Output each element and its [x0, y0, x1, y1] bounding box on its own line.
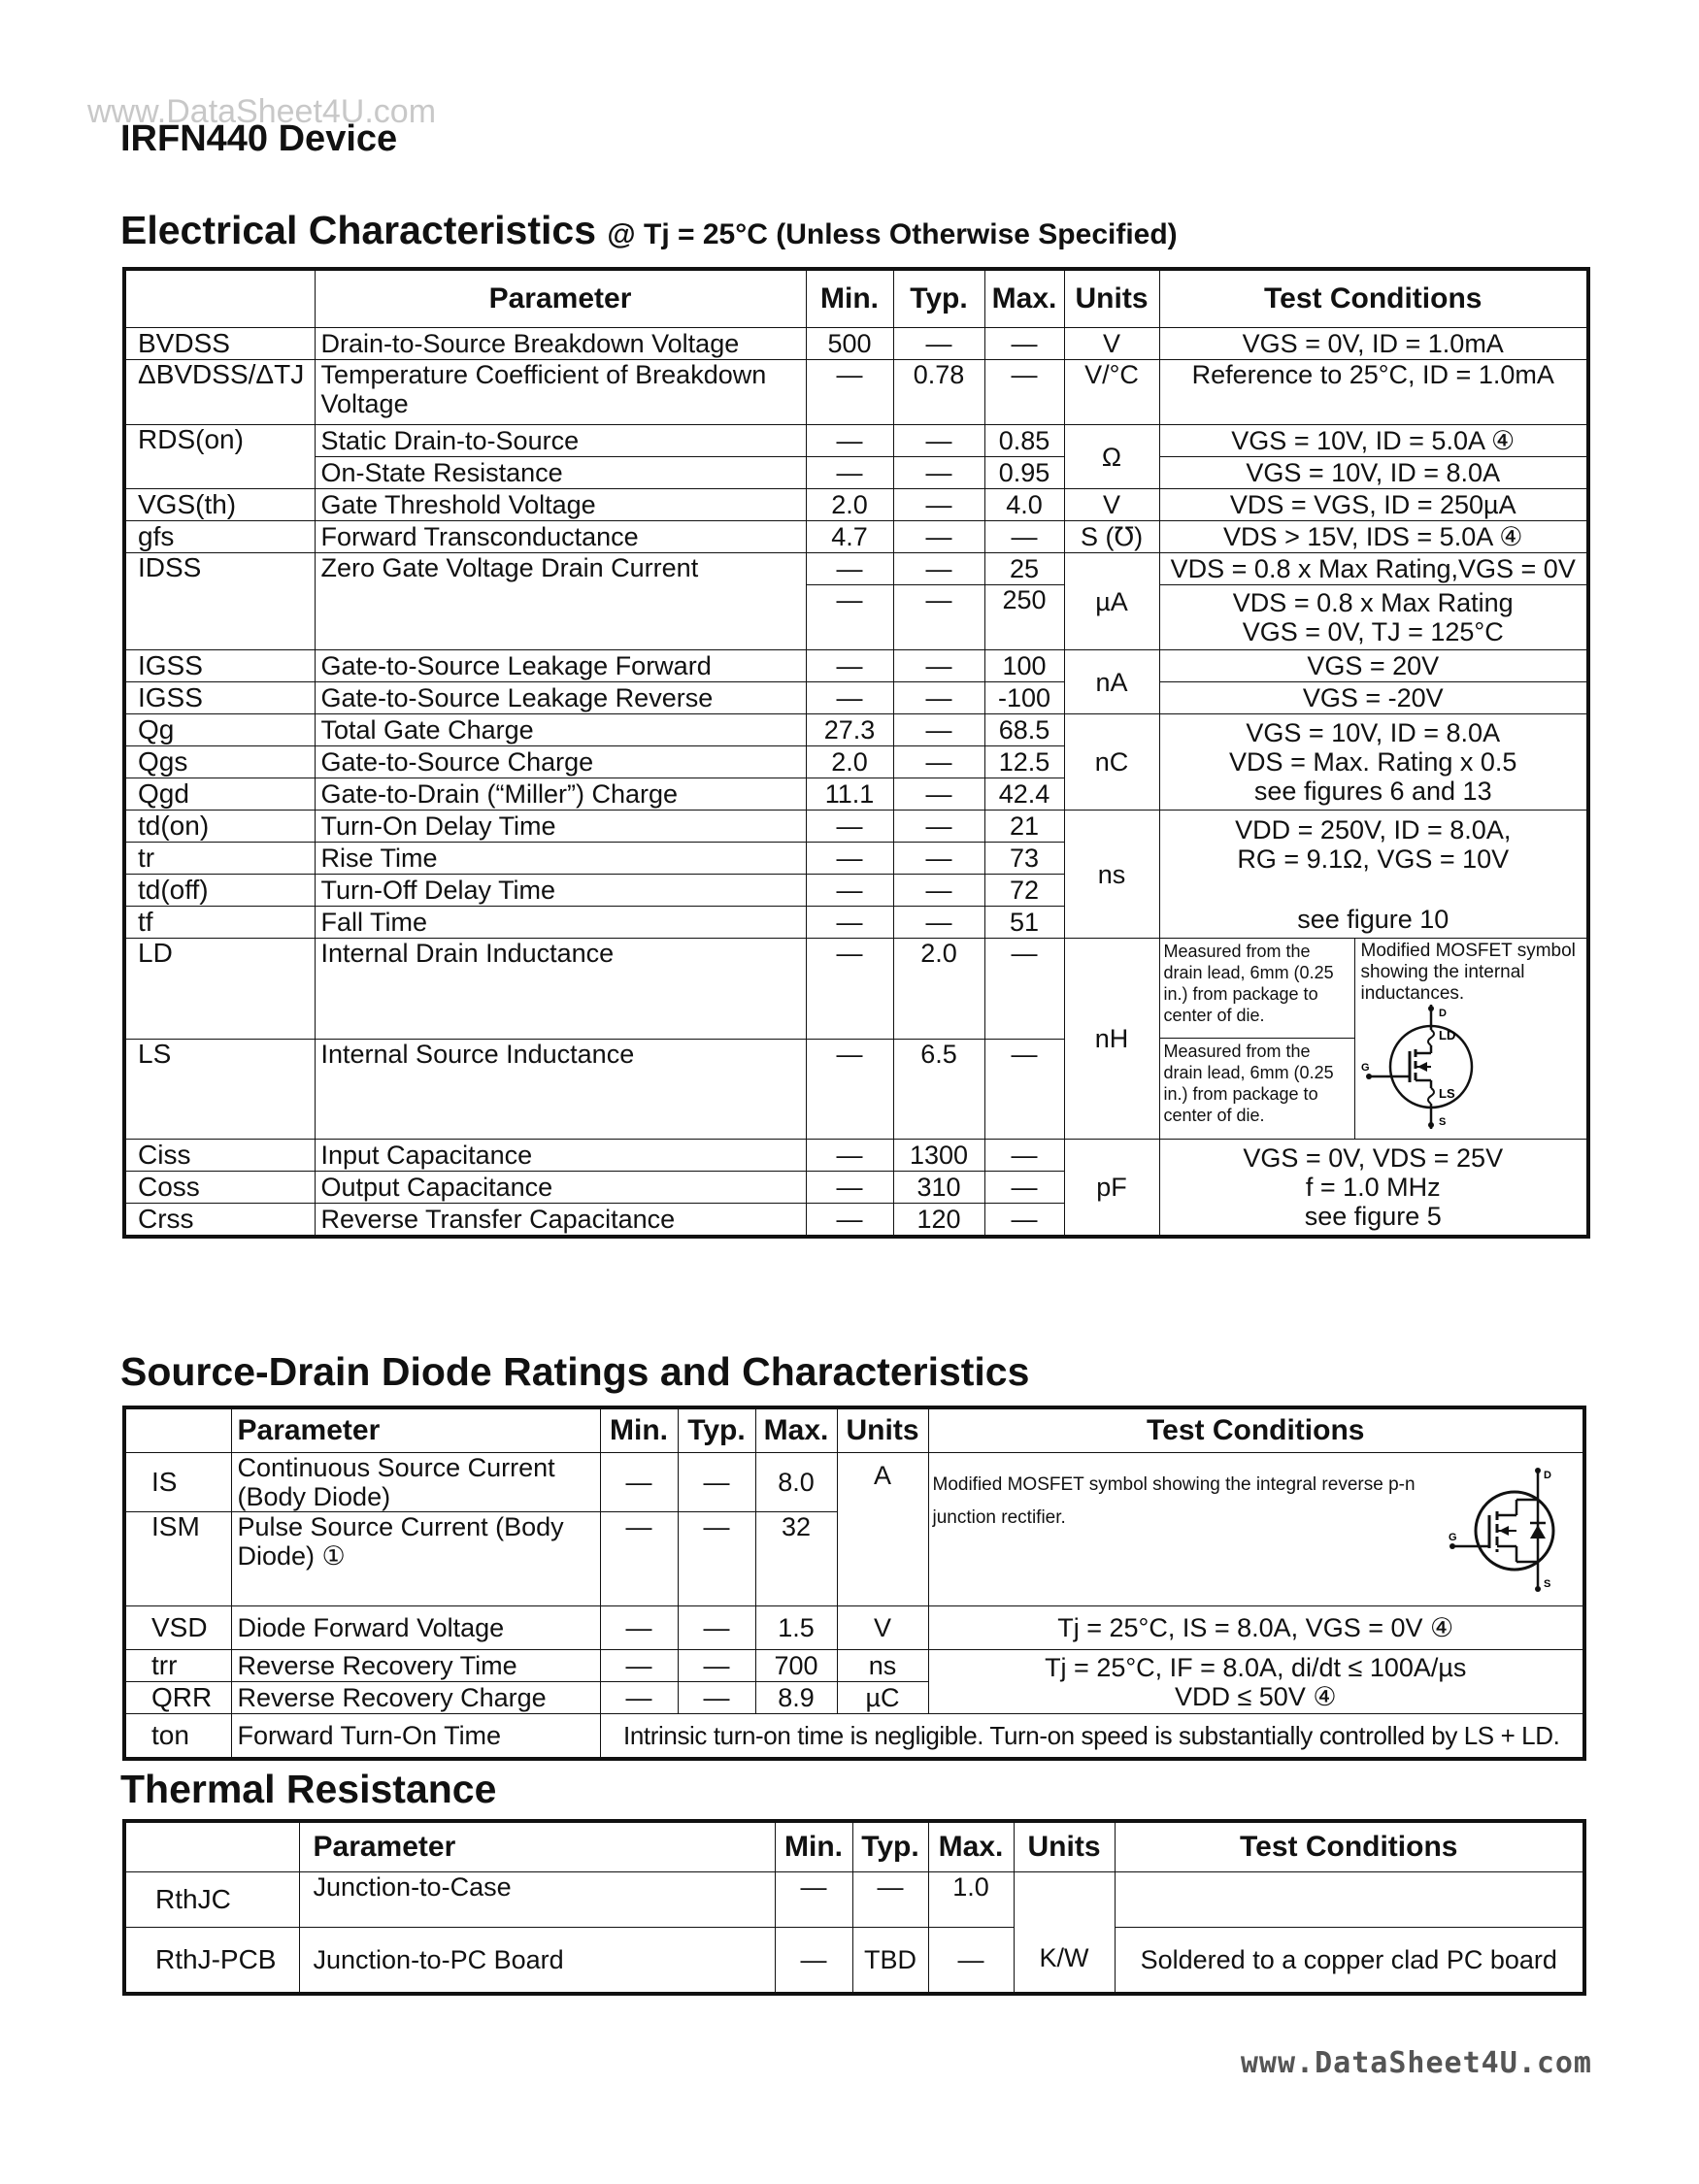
parameter: Gate-to-Drain (“Miller”) Charge	[315, 778, 806, 811]
min: —	[806, 585, 893, 650]
header-max: Max.	[984, 269, 1064, 328]
typ: —	[893, 585, 984, 650]
symbol: gfs	[124, 521, 315, 553]
symbol: IGSS	[124, 682, 315, 714]
typ: 1300	[893, 1140, 984, 1172]
parameter: Reverse Transfer Capacitance	[315, 1204, 806, 1238]
device-title: IRFN440 Device	[120, 118, 398, 159]
symbol: td(off)	[124, 875, 315, 907]
gate-label: G	[1360, 1062, 1370, 1074]
inductance-notes-left	[1160, 939, 1355, 1139]
electrical-table	[122, 267, 1590, 1239]
min: —	[806, 650, 893, 682]
typ: TBD	[852, 1928, 928, 1995]
typ: —	[893, 521, 984, 553]
table-row	[124, 1606, 1584, 1650]
symbol: LD	[124, 939, 315, 1040]
max: 25	[984, 553, 1064, 585]
typ: —	[893, 425, 984, 457]
test-condition-line: VGS = 0V, TJ = 125°C	[1242, 617, 1504, 646]
parameter: Drain-to-Source Breakdown Voltage	[315, 328, 806, 360]
typ: 310	[893, 1172, 984, 1204]
table-row	[124, 682, 1588, 714]
min: —	[600, 1512, 678, 1606]
symbol: RthJC	[124, 1872, 299, 1928]
table-row	[124, 939, 1588, 1040]
turn-on-note: Intrinsic turn-on time is negligible. Turn-on speed is substantially controlled by LS + LD.	[600, 1714, 1584, 1760]
source-label: S	[1438, 1116, 1446, 1128]
units: Ω	[1064, 425, 1159, 489]
test-condition: Soldered to a copper clad PC board	[1115, 1928, 1584, 1995]
table-header	[124, 1821, 1584, 1872]
gate-label: G	[1449, 1531, 1457, 1543]
typ: —	[678, 1682, 755, 1714]
test-condition	[928, 1650, 1584, 1714]
max: 0.95	[984, 457, 1064, 489]
parameter: Junction-to-Case	[299, 1872, 775, 1928]
test-condition	[1159, 811, 1588, 939]
symbol: RDS(on)	[124, 425, 315, 489]
parameter: Internal Drain Inductance	[315, 939, 806, 1040]
typ: —	[893, 457, 984, 489]
symbol: IGSS	[124, 650, 315, 682]
max: 100	[984, 650, 1064, 682]
parameter: Junction-to-PC Board	[299, 1928, 775, 1995]
typ: —	[893, 907, 984, 939]
test-condition: Tj = 25°C, IS = 8.0A, VGS = 0V ④	[928, 1606, 1584, 1650]
min: —	[806, 939, 893, 1040]
ld-label: LD	[1438, 1028, 1455, 1042]
test-condition-line: VDD ≤ 50V ④	[1174, 1681, 1337, 1711]
test-condition-line: see figure 5	[1304, 1202, 1442, 1231]
table-row	[124, 1928, 1584, 1995]
test-condition-line: VGS = 10V, ID = 8.0A	[1246, 718, 1501, 747]
typ: —	[678, 1512, 755, 1606]
electrical-subtitle: @ Tj = 25°C (Unless Otherwise Specified)	[607, 218, 1178, 250]
table-row	[124, 1453, 1584, 1512]
header-min: Min.	[600, 1407, 678, 1453]
header-parameter: Parameter	[315, 269, 806, 328]
test-condition: VDS = VGS, ID = 250µA	[1159, 489, 1588, 521]
symbol: trr	[124, 1650, 231, 1682]
min: 2.0	[806, 489, 893, 521]
header-min: Min.	[806, 269, 893, 328]
symbol: Crss	[124, 1204, 315, 1238]
typ: 6.5	[893, 1039, 984, 1140]
ls-label: LS	[1438, 1086, 1455, 1101]
min: 4.7	[806, 521, 893, 553]
min: —	[806, 1039, 893, 1140]
parameter: Zero Gate Voltage Drain Current	[315, 553, 806, 650]
min: —	[806, 360, 893, 425]
test-condition: Reference to 25°C, ID = 1.0mA	[1159, 360, 1588, 425]
typ: —	[893, 714, 984, 746]
parameter: Gate-to-Source Charge	[315, 746, 806, 778]
symbol: ton	[124, 1714, 231, 1760]
table-header	[124, 269, 1588, 328]
typ: —	[893, 746, 984, 778]
typ: —	[893, 328, 984, 360]
drain-inductance-note: Measured from the drain lead, 6mm (0.25 in.) from package to center of die.	[1160, 939, 1354, 1039]
parameter: Continuous Source Current (Body Diode)	[231, 1453, 600, 1512]
parameter: Forward Transconductance	[315, 521, 806, 553]
diode-note-text: Modified MOSFET symbol showing the integral reverse p-n junction rectifier.	[932, 1473, 1416, 1528]
typ: —	[893, 778, 984, 811]
test-condition: VDS > 15V, IDS = 5.0A ④	[1159, 521, 1588, 553]
symbol: td(on)	[124, 811, 315, 843]
parameter: Gate-to-Source Leakage Forward	[315, 650, 806, 682]
table-row	[124, 425, 1588, 457]
units: nC	[1064, 714, 1159, 811]
max: 1.0	[928, 1872, 1014, 1928]
header-max: Max.	[928, 1821, 1014, 1872]
typ: 120	[893, 1204, 984, 1238]
symbol: IDSS	[124, 553, 315, 650]
test-condition	[1159, 585, 1588, 650]
thermal-table	[122, 1819, 1586, 1996]
parameter: Rise Time	[315, 843, 806, 875]
header-symbol	[124, 1407, 231, 1453]
min: —	[806, 907, 893, 939]
table-row	[124, 1140, 1588, 1172]
max: 700	[755, 1650, 837, 1682]
test-condition-line: f = 1.0 MHz	[1305, 1173, 1441, 1202]
header-parameter: Parameter	[299, 1821, 775, 1872]
min: —	[775, 1928, 852, 1995]
max: —	[984, 1172, 1064, 1204]
typ: —	[893, 650, 984, 682]
drain-label: D	[1438, 1008, 1447, 1019]
test-condition: VGS = 0V, ID = 1.0mA	[1159, 328, 1588, 360]
units: S (℧)	[1064, 521, 1159, 553]
min: —	[806, 1172, 893, 1204]
table-row	[124, 714, 1588, 746]
symbol: Qgd	[124, 778, 315, 811]
header-units: Units	[1014, 1821, 1115, 1872]
table-row	[124, 1650, 1584, 1682]
typ: —	[678, 1650, 755, 1682]
header-units: Units	[1064, 269, 1159, 328]
typ: —	[893, 553, 984, 585]
table-row	[124, 521, 1588, 553]
max: 42.4	[984, 778, 1064, 811]
symbol: VSD	[124, 1606, 231, 1650]
footer-watermark: www.DataSheet4U.com	[1240, 2046, 1592, 2080]
diode-symbol-note	[928, 1453, 1584, 1606]
max: 8.0	[755, 1453, 837, 1512]
typ: —	[852, 1872, 928, 1928]
units: µA	[1064, 553, 1159, 650]
min: —	[600, 1682, 678, 1714]
test-condition: VDS = 0.8 x Max Rating,VGS = 0V	[1159, 553, 1588, 585]
test-condition: VGS = 10V, ID = 8.0A	[1159, 457, 1588, 489]
symbol: tr	[124, 843, 315, 875]
max: —	[984, 939, 1064, 1040]
header-test-conditions: Test Conditions	[928, 1407, 1584, 1453]
max: 72	[984, 875, 1064, 907]
units: A	[837, 1453, 928, 1606]
min: —	[806, 553, 893, 585]
symbol: Qg	[124, 714, 315, 746]
symbol: Coss	[124, 1172, 315, 1204]
symbol: BVDSS	[124, 328, 315, 360]
max: 8.9	[755, 1682, 837, 1714]
header-test-conditions: Test Conditions	[1159, 269, 1588, 328]
test-condition-line: VDD = 250V, ID = 8.0A,	[1235, 814, 1512, 844]
min: —	[806, 457, 893, 489]
parameter: On-State Resistance	[315, 457, 806, 489]
units: µC	[837, 1682, 928, 1714]
min: 27.3	[806, 714, 893, 746]
units: V	[1064, 328, 1159, 360]
symbol: Qgs	[124, 746, 315, 778]
mosfet-symbol-note: Modified MOSFET symbol showing the internal inductances.	[1360, 941, 1576, 1004]
parameter: Output Capacitance	[315, 1172, 806, 1204]
min: —	[806, 425, 893, 457]
parameter: Gate-to-Source Leakage Reverse	[315, 682, 806, 714]
max: —	[984, 521, 1064, 553]
parameter: Pulse Source Current (Body Diode) ①	[231, 1512, 600, 1606]
max: 51	[984, 907, 1064, 939]
mosfet-inductance-icon	[1361, 1005, 1507, 1129]
header-symbol	[124, 1821, 299, 1872]
min: —	[775, 1872, 852, 1928]
max: -100	[984, 682, 1064, 714]
min: —	[806, 875, 893, 907]
test-condition-line: VDS = 0.8 x Max Rating	[1232, 588, 1514, 617]
symbol: tf	[124, 907, 315, 939]
test-condition-line: VDS = Max. Rating x 0.5	[1229, 747, 1517, 777]
min: —	[600, 1606, 678, 1650]
parameter: Internal Source Inductance	[315, 1039, 806, 1140]
max: —	[984, 1140, 1064, 1172]
min: —	[600, 1650, 678, 1682]
thermal-title: Thermal Resistance	[120, 1767, 497, 1811]
symbol: QRR	[124, 1682, 231, 1714]
source-label: S	[1544, 1577, 1551, 1590]
min: —	[806, 843, 893, 875]
units: K/W	[1014, 1872, 1115, 1995]
parameter: Fall Time	[315, 907, 806, 939]
header-typ: Typ.	[852, 1821, 928, 1872]
min: 11.1	[806, 778, 893, 811]
parameter: Temperature Coefficient of Breakdown Voltage	[315, 360, 806, 425]
test-condition-line: VGS = 0V, VDS = 25V	[1243, 1143, 1504, 1173]
diode-title: Source-Drain Diode Ratings and Characteristics	[120, 1349, 1030, 1394]
test-condition	[1115, 1872, 1584, 1928]
max: 73	[984, 843, 1064, 875]
max: —	[984, 1039, 1064, 1140]
watermark: www.DataSheet4U.com	[87, 93, 437, 130]
inductance-notes-right	[1355, 939, 1587, 1139]
units: nH	[1064, 939, 1159, 1140]
parameter: Total Gate Charge	[315, 714, 806, 746]
typ: —	[893, 682, 984, 714]
typ: —	[893, 843, 984, 875]
typ: 0.78	[893, 360, 984, 425]
drain-label: D	[1544, 1469, 1551, 1481]
table-row	[124, 360, 1588, 425]
test-condition: VGS = 20V	[1159, 650, 1588, 682]
symbol: ISM	[124, 1512, 231, 1606]
table-row	[124, 457, 1588, 489]
max: 1.5	[755, 1606, 837, 1650]
max: —	[984, 360, 1064, 425]
header-symbol	[124, 269, 315, 328]
min: —	[600, 1453, 678, 1512]
max: 32	[755, 1512, 837, 1606]
parameter: Forward Turn-On Time	[231, 1714, 600, 1760]
test-condition: VGS = 10V, ID = 5.0A ④	[1159, 425, 1588, 457]
min: —	[806, 1204, 893, 1238]
diode-table	[122, 1406, 1586, 1761]
electrical-title	[120, 208, 1178, 253]
header-units: Units	[837, 1407, 928, 1453]
table-row	[124, 489, 1588, 521]
table-row	[124, 328, 1588, 360]
test-condition-line: RG = 9.1Ω, VGS = 10V	[1237, 844, 1510, 874]
symbol: Ciss	[124, 1140, 315, 1172]
units: nA	[1064, 650, 1159, 714]
electrical-title-text: Electrical Characteristics	[120, 208, 596, 252]
units: V	[837, 1606, 928, 1650]
max: 4.0	[984, 489, 1064, 521]
parameter: Turn-Off Delay Time	[315, 875, 806, 907]
units: V/°C	[1064, 360, 1159, 425]
parameter: Reverse Recovery Charge	[231, 1682, 600, 1714]
units: pF	[1064, 1140, 1159, 1238]
test-condition: VGS = -20V	[1159, 682, 1588, 714]
test-condition-line: see figures 6 and 13	[1253, 777, 1492, 806]
header-max: Max.	[755, 1407, 837, 1453]
header-typ: Typ.	[678, 1407, 755, 1453]
typ: —	[893, 489, 984, 521]
parameter: Turn-On Delay Time	[315, 811, 806, 843]
units: ns	[837, 1650, 928, 1682]
min: —	[806, 811, 893, 843]
min: —	[806, 682, 893, 714]
spacer	[1166, 874, 1582, 905]
min: —	[806, 1140, 893, 1172]
max: 250	[984, 585, 1064, 650]
max: —	[984, 328, 1064, 360]
source-inductance-note: Measured from the drain lead, 6mm (0.25 in.) from package to center of die.	[1163, 1042, 1334, 1125]
min: 2.0	[806, 746, 893, 778]
max: 12.5	[984, 746, 1064, 778]
symbol: LS	[124, 1039, 315, 1140]
typ: —	[678, 1453, 755, 1512]
parameter: Diode Forward Voltage	[231, 1606, 600, 1650]
symbol: IS	[124, 1453, 231, 1512]
typ: —	[893, 875, 984, 907]
test-condition-line: see figure 10	[1297, 904, 1449, 934]
max: 0.85	[984, 425, 1064, 457]
units: V	[1064, 489, 1159, 521]
table-row	[124, 553, 1588, 585]
max: 21	[984, 811, 1064, 843]
parameter: Static Drain-to-Source	[315, 425, 806, 457]
units: ns	[1064, 811, 1159, 939]
header-test-conditions: Test Conditions	[1115, 1821, 1584, 1872]
parameter: Input Capacitance	[315, 1140, 806, 1172]
parameter: Gate Threshold Voltage	[315, 489, 806, 521]
table-row	[124, 811, 1588, 843]
symbol: ΔBVDSS/ΔTJ	[124, 360, 315, 425]
table-row	[124, 650, 1588, 682]
table-row	[124, 1714, 1584, 1760]
parameter: Reverse Recovery Time	[231, 1650, 600, 1682]
table-header	[124, 1407, 1584, 1453]
table-row	[124, 1872, 1584, 1928]
min: 500	[806, 328, 893, 360]
header-parameter: Parameter	[231, 1407, 600, 1453]
typ: 2.0	[893, 939, 984, 1040]
typ: —	[893, 811, 984, 843]
test-condition-line: Tj = 25°C, IF = 8.0A, di/dt ≤ 100A/µs	[1045, 1652, 1467, 1682]
symbol: RthJ-PCB	[124, 1928, 299, 1995]
inductance-notes	[1159, 939, 1588, 1140]
test-condition	[1159, 714, 1588, 811]
header-min: Min.	[775, 1821, 852, 1872]
max: —	[928, 1928, 1014, 1995]
mosfet-diode-icon	[1447, 1467, 1582, 1593]
test-condition	[1159, 1140, 1588, 1238]
symbol: VGS(th)	[124, 489, 315, 521]
header-typ: Typ.	[893, 269, 984, 328]
typ: —	[678, 1606, 755, 1650]
max: 68.5	[984, 714, 1064, 746]
max: —	[984, 1204, 1064, 1238]
